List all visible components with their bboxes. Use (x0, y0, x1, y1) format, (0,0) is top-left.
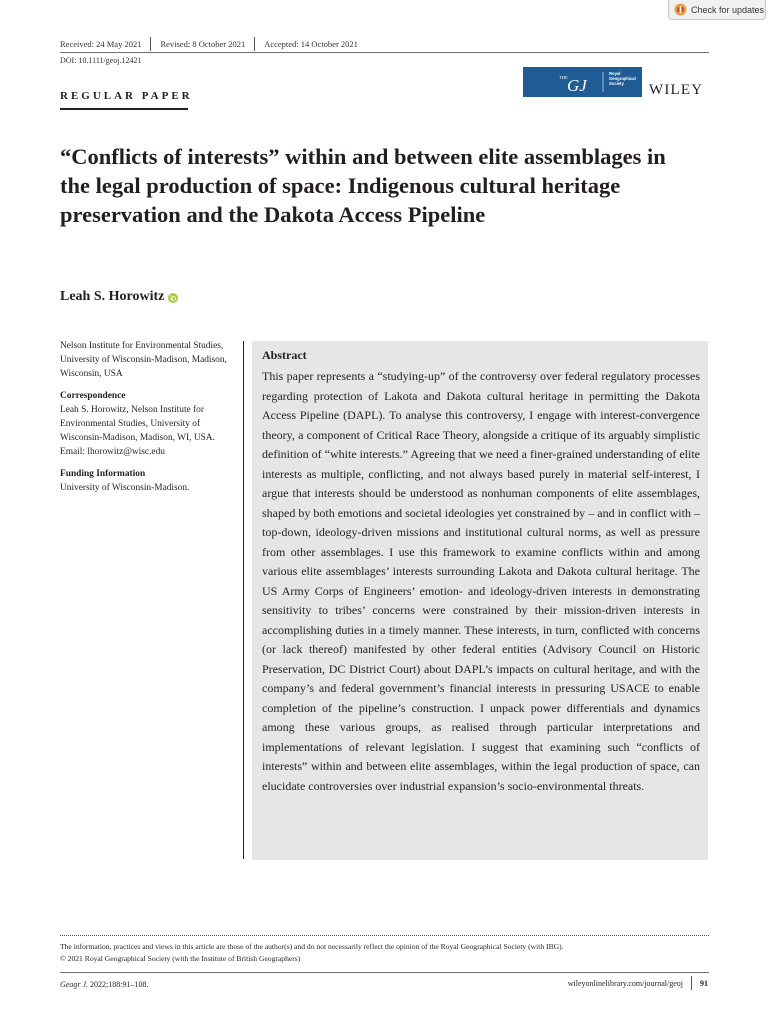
journal-abbrev: Geogr J. (60, 980, 88, 989)
citation-details: 2022;188:91–108. (88, 980, 149, 989)
article-dates (60, 37, 358, 51)
correspondence-heading: Correspondence (60, 391, 126, 401)
author-affiliation: Nelson Institute for Environmental Studies, University of Wisconsin-Madison, Madison, Wisconsin, USA (60, 341, 227, 379)
received-date: Received: 24 May 2021 (60, 39, 142, 49)
abstract-heading: Abstract (262, 348, 307, 362)
abstract-panel (252, 341, 708, 860)
footer-separator (691, 976, 692, 990)
funding-text: University of Wisconsin-Madison. (60, 483, 190, 493)
date-separator (150, 37, 151, 51)
disclaimer-text: The information, practices and views in this article are those of the author(s) and do not necessarily reflect the opinion of the Royal Geographical Society (with IBG). (60, 942, 564, 951)
geographical-journal-logo-icon (523, 67, 607, 97)
article-info-sidebar (60, 339, 235, 495)
article-type-underline (60, 108, 188, 110)
abstract-text: This paper represents a “studying-up” of the controversy over federal regulatory processes regarding protection of Lakota and Dakota cultural heritage in permitting the Dakota Access Pipeline (DAPL). To analyse this controversy, I engage with interest-convergence theory, a component of Critical Race Theory, alongside a critique of its arguably simplistic definition of “white interests.” Agreeing that we need a finer-grained understanding of elite interests as multiple, conflicting, and not always based purely in material self-interest, I argue that interests should be understood as nonhuman components of elite assemblages, shaped by both emotions and societal ideologies yet constrained by – and in conflict with – top-down, ideology-driven missions and institutional cultural norms, as well as pressure from other assemblages. I use this framework to examine conflicts within and among various elite assemblages’ interests surrounding Lakota and Dakota cultural heritage. The US Army Corps of Engineers’ emotion- and ideology-driven interests in demonstrating sensitivity to tribes’ concerns were constrained by their mission-driven interests in accomplishing duties in a timely manner. These interests, in turn, conflicted with concerns (or lack thereof) manifested by other federal entities (Advisory Council on Historic Preservation, DC District Court) about DAPL’s impacts on cultural heritage, and with the company’s and federal government’s financial interests in pressuring USACE to enable completion of the pipeline’s construction. I unpack power differentials and dynamics among these various groups, as realised through particular interpretations and implementations of relevant legislation. I suggest that examining such “conflicts of interests” within and between elite assemblages, within the legal production of space, can elucidate controversies over industrial expansion’s socio-environmental threats. (262, 369, 700, 793)
funding-heading: Funding Information (60, 469, 146, 479)
check-for-updates-button[interactable] (668, 0, 766, 20)
page-number: 91 (700, 978, 708, 988)
orcid-icon[interactable] (168, 292, 178, 302)
crossmark-icon (674, 3, 687, 16)
date-separator (254, 37, 255, 51)
correspondence-text: Leah S. Horowitz, Nelson Institute for Environmental Studies, University of Wisconsin-Madison, Madison, WI, USA. (60, 405, 215, 443)
accepted-date: Accepted: 14 October 2021 (264, 39, 358, 49)
revised-date: Revised: 8 October 2021 (160, 39, 246, 49)
publisher-logo: WILEY (649, 82, 704, 98)
correspondence-email[interactable]: Email: lhorowitz@wisc.edu (60, 447, 165, 457)
column-divider (243, 341, 244, 859)
footnote (60, 941, 709, 964)
svg-text:THE: THE (559, 75, 568, 80)
journal-url-link[interactable]: wileyonlinelibrary.com/journal/geoj (567, 978, 683, 988)
svg-text:GJ: GJ (567, 76, 587, 95)
footer-divider (60, 972, 709, 973)
copyright-text: © 2021 Royal Geographical Society (with the Institute of British Geographers) (60, 953, 301, 963)
article-title: “Conflicts of interests” within and between elite assemblages in the legal production of space: Indigenous cultural heritage preservation and the Dakota Access Pipeline (60, 144, 666, 227)
journal-logo (523, 67, 642, 97)
check-for-updates-label: Check for updates (691, 4, 765, 15)
doi[interactable]: DOI: 10.1111/geoj.12421 (60, 56, 142, 65)
footer-right (568, 976, 708, 990)
footnote-divider (60, 935, 709, 936)
journal-citation (60, 980, 148, 989)
author-line (60, 289, 178, 305)
author-name[interactable]: Leah S. Horowitz (60, 289, 165, 304)
article-type-label: REGULAR PAPER (60, 90, 193, 102)
rgs-logo-text: Royal Geographical Society (609, 71, 636, 86)
header-divider (60, 52, 709, 53)
